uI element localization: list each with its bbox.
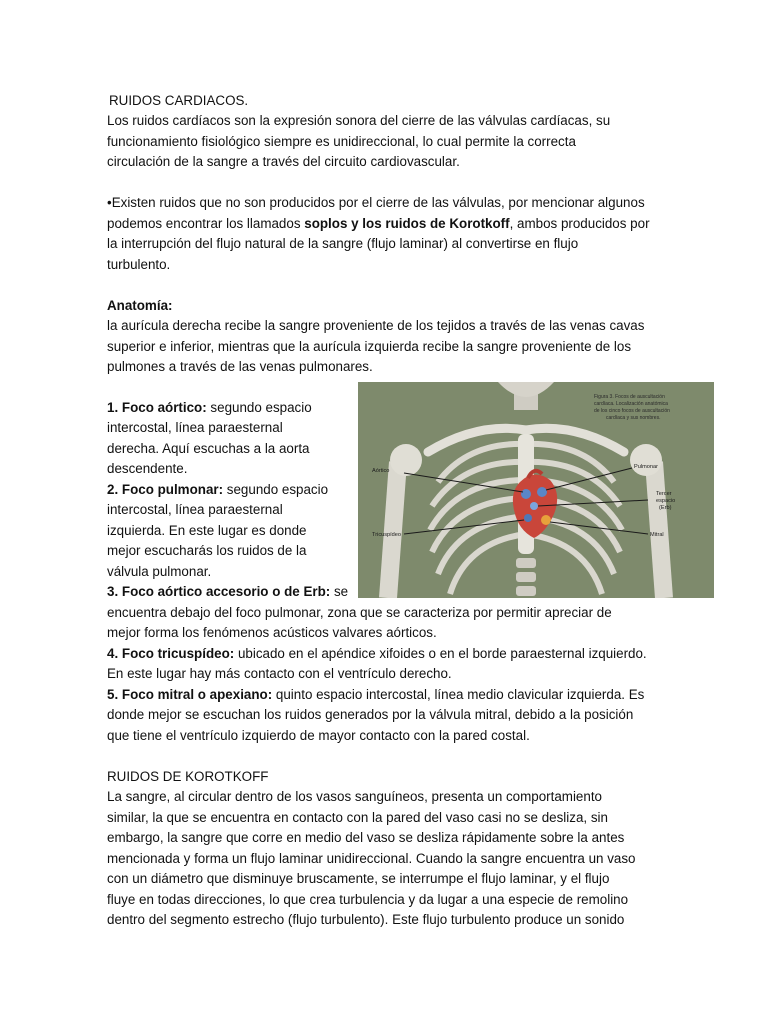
paragraph-line: fluye en todas direcciones, lo que crea turbulencia y da lugar a una especie de remolino bbox=[107, 892, 629, 907]
focus-label: 3. Foco aórtico accesorio o de Erb: bbox=[107, 584, 331, 599]
focus-label: 1. Foco aórtico: bbox=[107, 400, 207, 415]
erb-focus-marker bbox=[530, 502, 538, 510]
label-aortico: Aórtico bbox=[372, 468, 390, 474]
paragraph-line: circulación de la sangre a través del circuito cardiovascular. bbox=[107, 154, 460, 169]
focus-item-pulmonar bbox=[107, 480, 328, 500]
focus-text-line: mejor escucharás los ruidos de la bbox=[107, 543, 307, 558]
lower-spine bbox=[516, 558, 536, 596]
focus-text-line: En este lugar hay más contacto con el ventrículo derecho. bbox=[107, 666, 452, 681]
focus-text-line: intercostal, línea paraesternal bbox=[107, 502, 283, 517]
mitral-focus-marker bbox=[541, 515, 551, 525]
paragraph-line: mencionada y forma un flujo laminar unidireccional. Cuando la sangre encuentra un vaso bbox=[107, 851, 636, 866]
left-shoulder-joint bbox=[630, 444, 662, 476]
left-humerus bbox=[654, 462, 664, 598]
focus-text-line: derecha. Aquí escuchas a la aorta bbox=[107, 441, 310, 456]
focus-item-erb bbox=[107, 582, 348, 602]
paragraph-line: similar, la que se encuentra en contacto con la pared del vaso casi no se desliza, sin bbox=[107, 810, 608, 825]
focus-text: se bbox=[330, 584, 349, 599]
focus-label: 4. Foco tricuspídeo: bbox=[107, 646, 235, 661]
focus-item-tricuspideo bbox=[107, 644, 647, 664]
focus-text: quinto espacio intercostal, línea medio clavicular izquierda. Es bbox=[272, 687, 645, 702]
focus-text-line: izquierda. En este lugar es donde bbox=[107, 523, 307, 538]
label-tercer-espacio: espacio bbox=[656, 498, 676, 504]
paragraph-line: funcionamiento fisiológico siempre es unidireccional, lo cual permite la correcta bbox=[107, 134, 576, 149]
focus-text-line: donde mejor se escuchan los ruidos generados por la válvula mitral, debido a la posición bbox=[107, 707, 634, 722]
right-humerus bbox=[388, 462, 398, 598]
bullet-line bbox=[107, 214, 650, 234]
bullet-line: •Existen ruidos que no son producidos por el cierre de las válvulas, por mencionar algunos bbox=[107, 195, 645, 210]
focus-text: segundo espacio bbox=[223, 482, 329, 497]
paragraph-line: pulmones a través de las venas pulmonares. bbox=[107, 359, 373, 374]
bullet-text: , ambos producidos por bbox=[509, 216, 650, 231]
figure-caption-line: de los cinco focos de auscultación bbox=[594, 408, 670, 414]
focus-item-mitral bbox=[107, 685, 644, 705]
paragraph-line: superior e inferior, mientras que la aurícula izquierda recibe la sangre proveniente de los bbox=[107, 339, 632, 354]
focus-label: 5. Foco mitral o apexiano: bbox=[107, 687, 273, 702]
section-heading-korotkoff: RUIDOS DE KOROTKOFF bbox=[107, 769, 269, 784]
label-pulmonar: Pulmonar bbox=[634, 464, 658, 470]
label-tricuspideo: Tricuspídeo bbox=[372, 532, 402, 538]
right-shoulder-joint bbox=[390, 444, 422, 476]
auscultation-foci-figure bbox=[358, 382, 714, 598]
aortic-focus-marker bbox=[521, 489, 531, 499]
skeleton-illustration bbox=[358, 382, 714, 598]
focus-text-line: intercostal, línea paraesternal bbox=[107, 420, 283, 435]
figure-caption-line: cardíaca y sus nombres. bbox=[606, 415, 661, 421]
paragraph-line: la aurícula derecha recibe la sangre proveniente de los tejidos a través de las venas cavas bbox=[107, 318, 645, 333]
focus-label: 2. Foco pulmonar: bbox=[107, 482, 224, 497]
paragraph-line: embargo, la sangre que corre en medio del vaso se desliza rápidamente sobre la antes bbox=[107, 830, 625, 845]
section-heading-anatomia bbox=[107, 296, 172, 316]
paragraph-line: Los ruidos cardíacos son la expresión sonora del cierre de las válvulas cardíacas, su bbox=[107, 113, 611, 128]
bullet-bold-text: soplos y los ruidos de Korotkoff bbox=[304, 216, 510, 231]
focus-text-line: mejor forma los fenómenos acústicos valvares aórticos. bbox=[107, 625, 437, 640]
pulmonary-focus-marker bbox=[537, 487, 547, 497]
label-erb: (Erb) bbox=[659, 505, 672, 511]
paragraph-line: La sangre, al circular dentro de los vasos sanguíneos, presenta un comportamiento bbox=[107, 789, 602, 804]
focus-text: segundo espacio bbox=[206, 400, 312, 415]
tricuspid-focus-marker bbox=[524, 514, 532, 522]
focus-text-line: que tiene el ventrículo izquierdo de mayor contacto con la pared costal. bbox=[107, 728, 530, 743]
focus-text-line: encuentra debajo del foco pulmonar, zona que se caracteriza por permitir apreciar de bbox=[107, 605, 612, 620]
figure-caption-line: cardíaca. Localización anatómica bbox=[594, 401, 668, 407]
focus-text-line: válvula pulmonar. bbox=[107, 564, 212, 579]
paragraph-line: dentro del segmento estrecho (flujo turbulento). Este flujo turbulento produce un sonido bbox=[107, 912, 625, 927]
bullet-line: la interrupción del flujo natural de la sangre (flujo laminar) al convertirse en flujo bbox=[107, 236, 579, 251]
paragraph-line: con un diámetro que disminuye bruscamente, se interrumpe el flujo laminar, y el flujo bbox=[107, 871, 610, 886]
focus-text-line: descendente. bbox=[107, 461, 188, 476]
section-title-ruidos-cardiacos: RUIDOS CARDIACOS. bbox=[109, 93, 249, 108]
focus-item-aortico bbox=[107, 398, 312, 418]
figure-caption-line: Figura 3. Focos de auscultación bbox=[594, 394, 665, 400]
bullet-text: podemos encontrar los llamados bbox=[107, 216, 305, 231]
focus-text: ubicado en el apéndice xifoides o en el borde paraesternal izquierdo. bbox=[234, 646, 647, 661]
label-tercer-espacio: Tercer bbox=[656, 491, 672, 497]
label-mitral: Mitral bbox=[650, 532, 664, 538]
heading-text: Anatomía: bbox=[107, 298, 173, 313]
bullet-line: turbulento. bbox=[107, 257, 171, 272]
